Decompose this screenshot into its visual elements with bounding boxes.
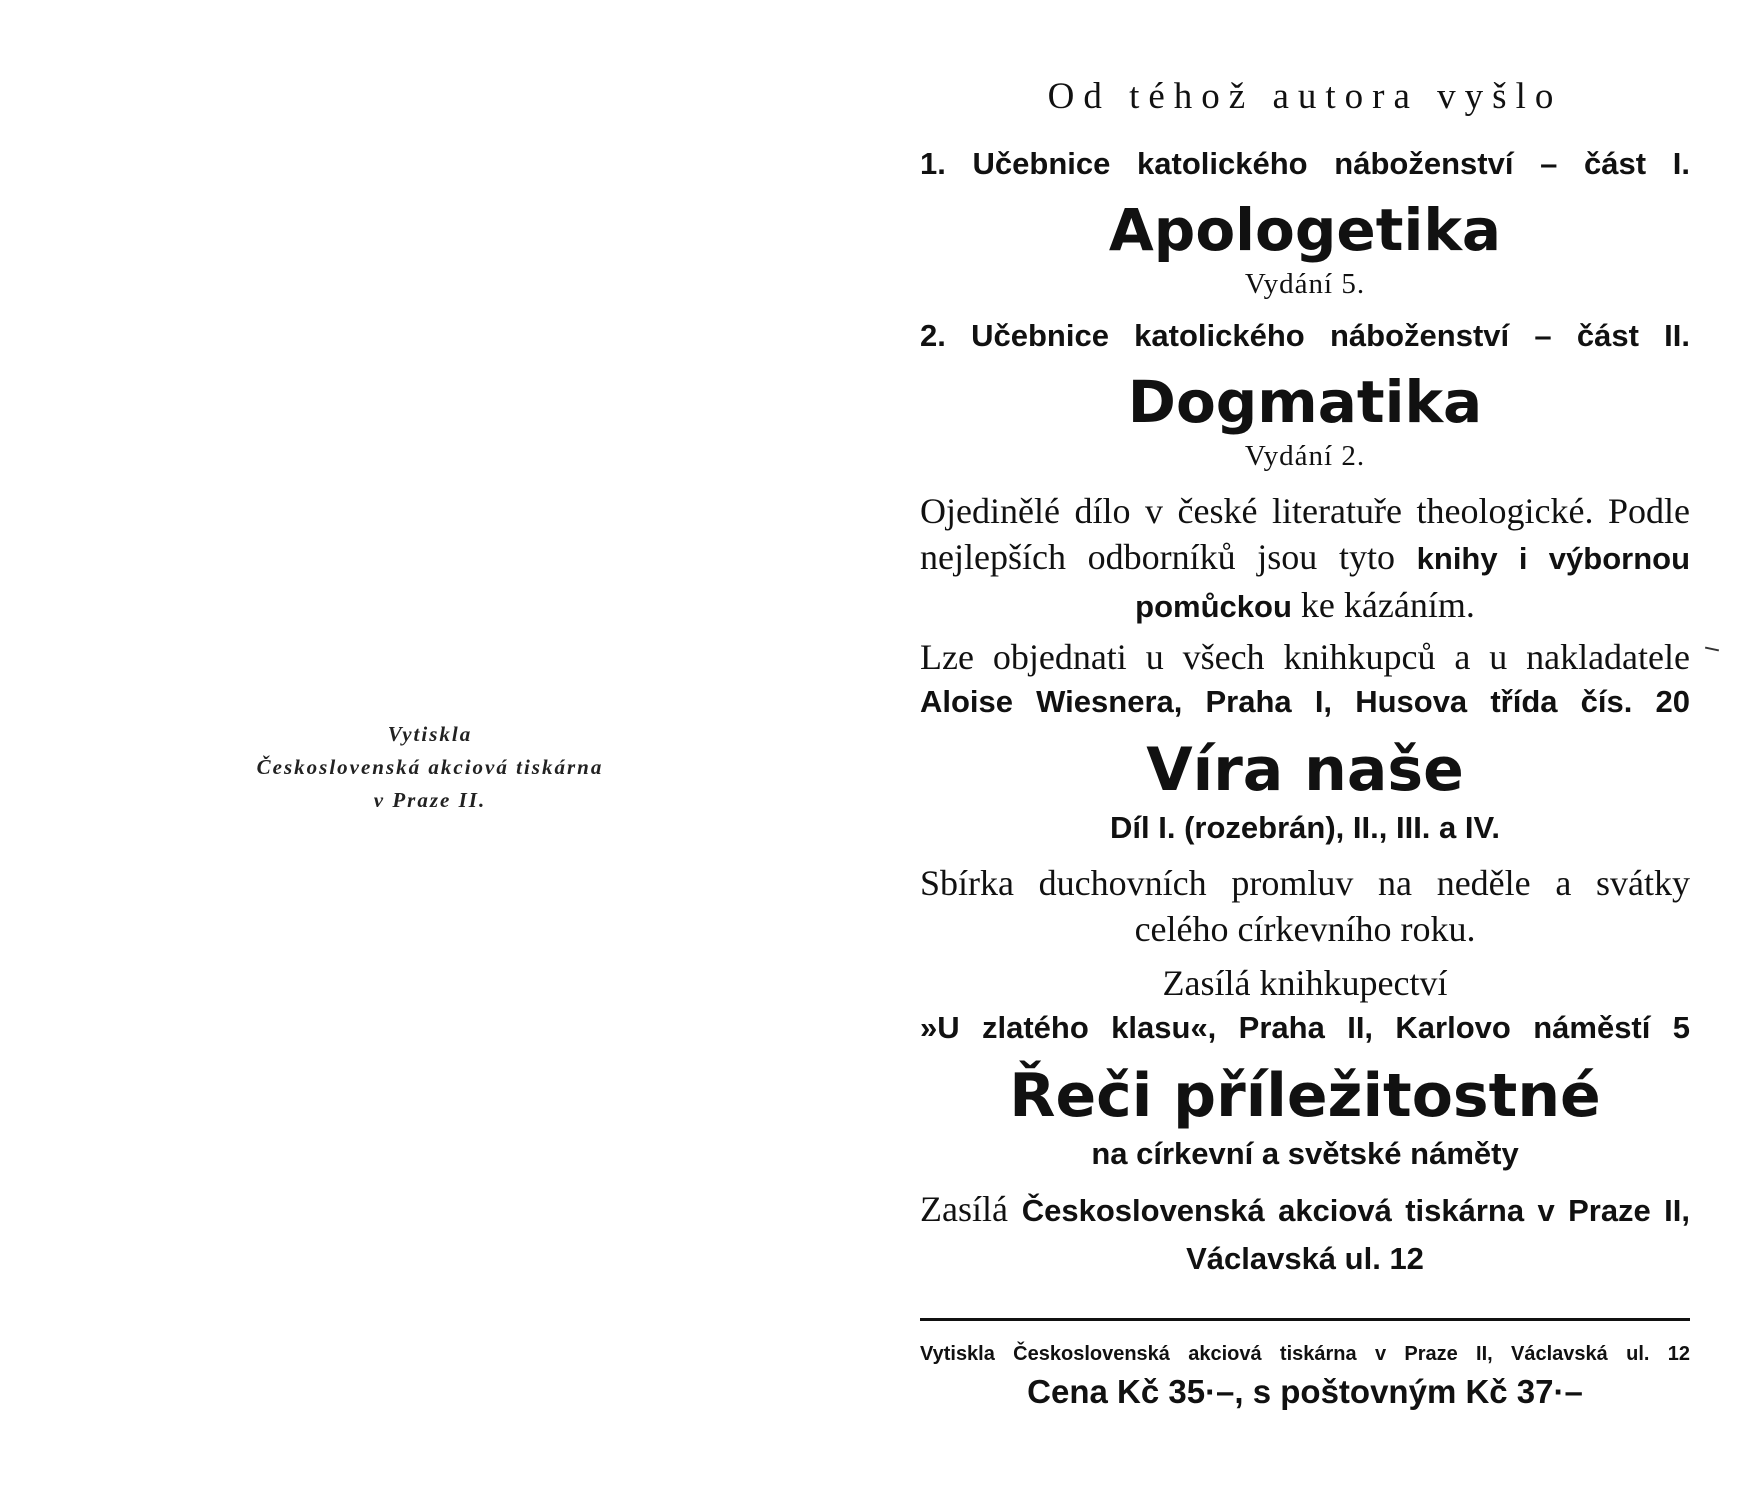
- book4-shipper: Československá akciová tiskárna v Praze II, Václavská ul. 12: [1021, 1193, 1691, 1276]
- printer-note-line-1: Vytiskla: [387, 722, 473, 746]
- right-page: [920, 72, 1690, 1415]
- publisher-address: Aloise Wiesnera, Praha I, Husova třída čís. 20: [920, 684, 1690, 719]
- stray-print-mark: [1705, 647, 1719, 652]
- divider-rule: [920, 1318, 1690, 1321]
- book3-shipper-label: Zasílá knihkupectví: [1162, 963, 1448, 1003]
- price: Cena Kč 35·–, s poštovným Kč 37·–: [1027, 1373, 1583, 1410]
- book3-volumes: Díl I. (rozebrán), II., III. a IV.: [1110, 810, 1500, 845]
- book3-description: Sbírka duchovních promluv na neděle a svátky celého církevního roku.: [920, 863, 1690, 949]
- colophon: Vytiskla Československá akciová tiskárna v Praze II, Václavská ul. 12: [920, 1343, 1690, 1365]
- book4-subtitle: na církevní a světské náměty: [1091, 1136, 1519, 1171]
- page-heading: Od téhož autora vyšlo: [1047, 76, 1563, 117]
- book2-series: 2. Učebnice katolického náboženství – část II.: [920, 318, 1690, 353]
- book2-title: Dogmatika: [1127, 368, 1483, 436]
- book4-shipper-paragraph: [920, 1186, 1690, 1282]
- printer-note-line-2: Československá akciová tiskárna: [256, 755, 604, 779]
- printer-note-line-3: v Praze II.: [373, 788, 487, 812]
- description-text: Ojedinělé dílo v české literatuře theologické. Podle nejlepších odborníků jsou tyto: [920, 491, 1690, 577]
- book1-series: 1. Učebnice katolického náboženství – část I.: [920, 146, 1690, 181]
- book1-title: Apologetika: [1108, 196, 1502, 264]
- book2-edition: Vydání 2.: [1244, 440, 1366, 472]
- book3-title: Víra naše: [1146, 735, 1464, 805]
- order-text: Lze objednati u všech knihkupců a u nakladatele: [920, 637, 1690, 677]
- description-bold: knihy i výbornou pomůckou: [1135, 541, 1691, 624]
- printer-note: [170, 718, 690, 817]
- book4-shipper-prefix: Zasílá: [920, 1189, 1008, 1229]
- description-end: ke kázáním.: [1300, 585, 1475, 625]
- left-page: [0, 0, 870, 1500]
- book1-edition: Vydání 5.: [1244, 268, 1366, 300]
- book4-title: Řeči příležitostné: [1009, 1061, 1601, 1131]
- description-paragraph: [920, 488, 1690, 630]
- book3-shipper: »U zlatého klasu«, Praha II, Karlovo náměstí 5: [920, 1010, 1690, 1045]
